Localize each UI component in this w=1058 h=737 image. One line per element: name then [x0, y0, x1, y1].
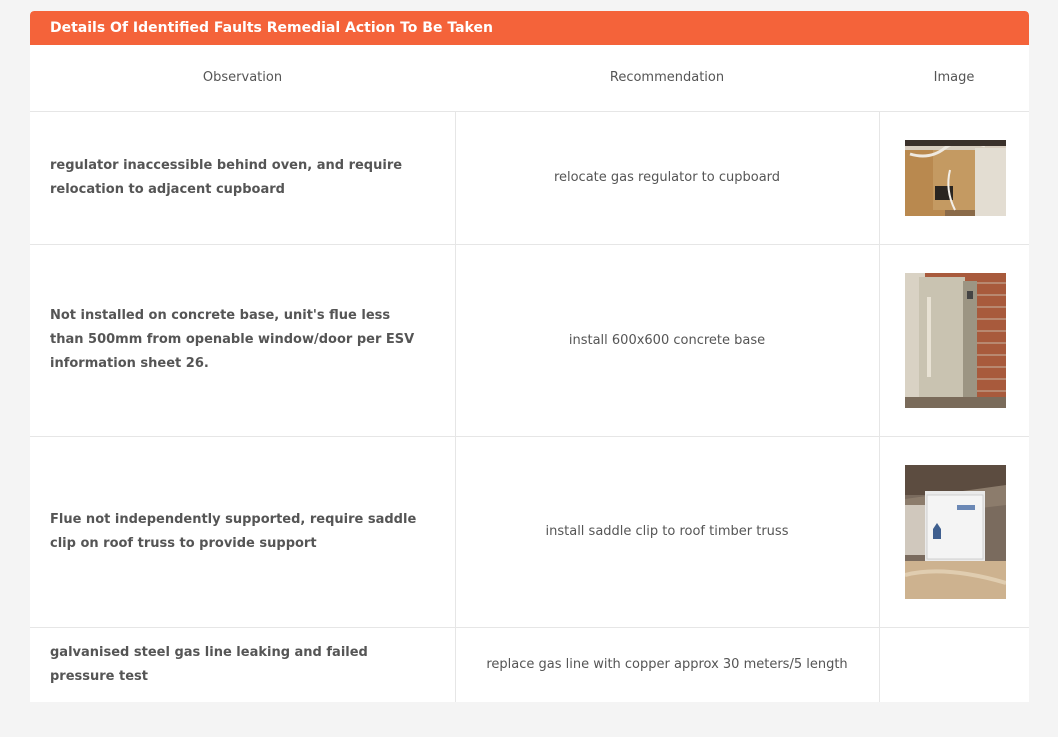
- recommendation-cell: install 600x600 concrete base: [455, 244, 879, 436]
- water-heater-photo[interactable]: [905, 273, 1006, 408]
- image-cell: [879, 111, 1029, 244]
- table-row: [30, 111, 1029, 244]
- image-cell: [879, 436, 1029, 627]
- panel-title: Details Of Identified Faults Remedial Action To Be Taken: [30, 11, 1029, 45]
- col-header-observation: Observation: [30, 45, 455, 111]
- image-cell: [879, 627, 1029, 702]
- table-row: [30, 436, 1029, 627]
- table-row: [30, 244, 1029, 436]
- regulator-photo[interactable]: [905, 140, 1006, 216]
- observation-cell: Not installed on concrete base, unit's flue less than 500mm from openable window/door per ESV information sheet 26.: [30, 244, 455, 436]
- table-header-row: [30, 45, 1029, 111]
- col-header-image: Image: [879, 45, 1029, 111]
- faults-table: [30, 45, 1029, 702]
- observation-cell: regulator inaccessible behind oven, and require relocation to adjacent cupboard: [30, 111, 455, 244]
- observation-cell: Flue not independently supported, require saddle clip on roof truss to provide support: [30, 436, 455, 627]
- recommendation-cell: replace gas line with copper approx 30 meters/5 length: [455, 627, 879, 702]
- table-row: [30, 627, 1029, 702]
- recommendation-cell: relocate gas regulator to cupboard: [455, 111, 879, 244]
- observation-cell: galvanised steel gas line leaking and failed pressure test: [30, 627, 455, 702]
- image-cell: [879, 244, 1029, 436]
- col-header-recommendation: Recommendation: [455, 45, 879, 111]
- recommendation-cell: install saddle clip to roof timber truss: [455, 436, 879, 627]
- faults-panel: [30, 11, 1029, 702]
- roof-heater-photo[interactable]: [905, 465, 1006, 599]
